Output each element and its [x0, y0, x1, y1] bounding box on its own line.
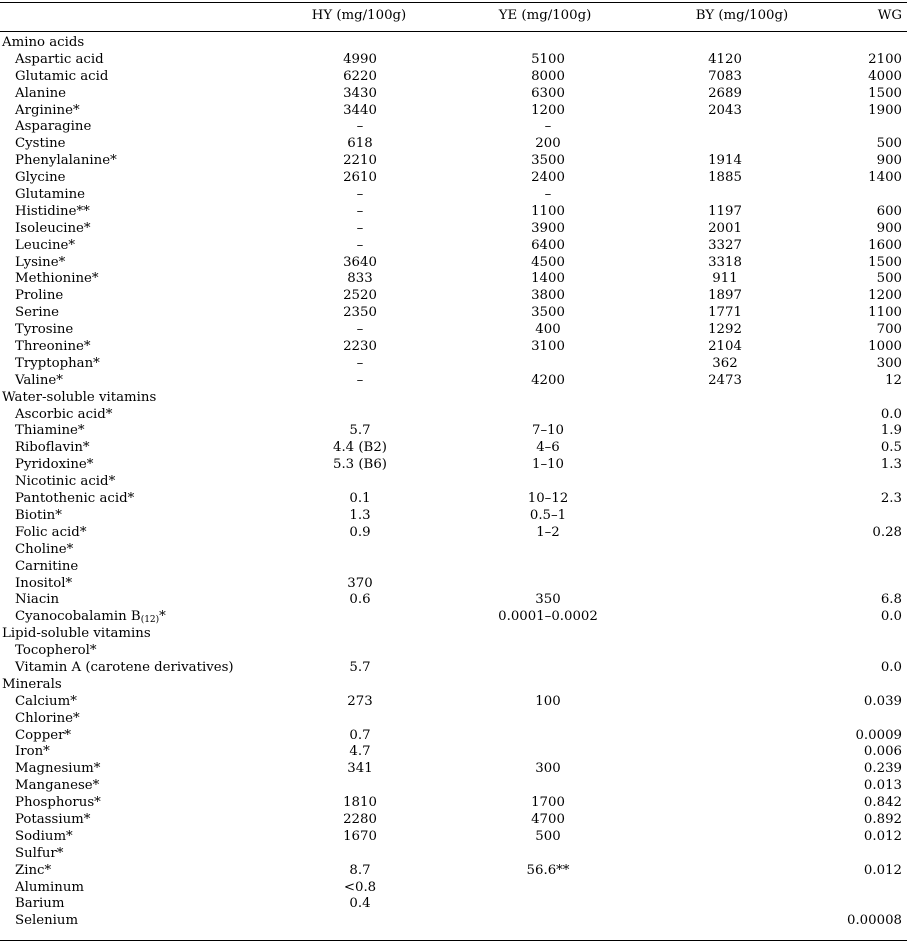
- cell-ye: 6300: [531, 85, 565, 101]
- table-row: [0, 846, 907, 863]
- table-row: [0, 339, 907, 356]
- cell-wg: 1200: [868, 288, 902, 304]
- cell-hy: –: [356, 187, 364, 203]
- row-label: Methionine*: [15, 271, 99, 287]
- row-label: Leucine*: [15, 237, 76, 253]
- table-row: [0, 187, 907, 204]
- table-row: [0, 170, 907, 187]
- cell-wg: 700: [876, 322, 902, 338]
- cell-hy: 370: [347, 575, 373, 591]
- header-rule: [0, 31, 907, 32]
- table-row: [0, 255, 907, 272]
- cell-wg: 1600: [868, 237, 902, 253]
- cell-ye: 500: [535, 828, 561, 844]
- cell-by: 3327: [708, 237, 742, 253]
- table-row: [0, 491, 907, 508]
- table-row: [0, 373, 907, 390]
- row-label: Nicotinic acid*: [15, 474, 116, 490]
- table-row: [0, 711, 907, 728]
- cell-hy: 4.4 (B2): [333, 440, 387, 456]
- cell-hy: 273: [347, 693, 373, 709]
- row-label: Manganese*: [15, 778, 100, 794]
- cell-ye: 0.5–1: [529, 507, 567, 523]
- cell-hy: 5.7: [349, 659, 371, 675]
- table-row: [0, 69, 907, 86]
- table-row: [0, 660, 907, 677]
- row-label: Thiamine*: [15, 423, 85, 439]
- cell-ye: 8000: [531, 68, 565, 84]
- cell-wg: 0.892: [863, 811, 902, 827]
- row-label: Glutamine: [15, 187, 86, 203]
- cell-hy: 1810: [343, 795, 377, 811]
- cell-ye: 1400: [531, 271, 565, 287]
- row-label: Aspartic acid: [15, 51, 104, 67]
- cell-wg: 0.012: [863, 828, 902, 844]
- section-header-row: [0, 626, 907, 643]
- cell-by: 3318: [708, 254, 742, 270]
- cell-ye: 100: [535, 693, 561, 709]
- row-label: Choline*: [15, 541, 74, 557]
- cell-ye: 3900: [531, 220, 565, 236]
- cell-ye: 1200: [531, 102, 565, 118]
- cell-ye: 5100: [531, 51, 565, 67]
- table-row: [0, 863, 907, 880]
- cell-hy: 618: [347, 136, 373, 152]
- row-label: Valine*: [15, 372, 63, 388]
- cell-ye: 3500: [531, 153, 565, 169]
- cell-wg: 0.842: [863, 795, 902, 811]
- section-title: Minerals: [2, 676, 62, 692]
- cell-ye: 3100: [531, 339, 565, 355]
- cell-wg: 1.3: [880, 457, 902, 473]
- cell-wg: 0.039: [863, 693, 902, 709]
- table-row: [0, 913, 907, 930]
- table-row: [0, 694, 907, 711]
- row-label: Tocopherol*: [15, 643, 97, 659]
- table-row: [0, 576, 907, 593]
- cell-ye: –: [544, 187, 552, 203]
- row-label: Iron*: [15, 744, 50, 760]
- table-row: [0, 119, 907, 136]
- cell-by: 2043: [708, 102, 742, 118]
- cell-wg: 0.0009: [855, 727, 902, 743]
- cell-wg: 0.006: [863, 744, 902, 760]
- cell-hy: 0.1: [349, 491, 371, 507]
- cell-hy: 2610: [343, 170, 377, 186]
- cell-ye: 3800: [531, 288, 565, 304]
- cell-ye: 4500: [531, 254, 565, 270]
- cell-hy: –: [356, 237, 364, 253]
- row-label: Lysine*: [15, 254, 66, 270]
- cell-ye: 2400: [531, 170, 565, 186]
- table-row: [0, 744, 907, 761]
- cell-ye: 6400: [531, 237, 565, 253]
- cell-wg: 600: [876, 203, 902, 219]
- cell-hy: 5.3 (B6): [333, 457, 387, 473]
- row-label: Tyrosine: [15, 322, 74, 338]
- section-header-row: [0, 390, 907, 407]
- row-label: Aluminum: [15, 879, 85, 895]
- table-row: [0, 643, 907, 660]
- table-row: [0, 103, 907, 120]
- cell-wg: 0.28: [872, 524, 902, 540]
- row-label: Chlorine*: [15, 710, 80, 726]
- cell-by: 2104: [708, 339, 742, 355]
- cell-hy: –: [356, 322, 364, 338]
- cell-hy: 341: [347, 761, 373, 777]
- cell-wg: 1500: [868, 85, 902, 101]
- cell-wg: 2.3: [880, 491, 902, 507]
- table-row: [0, 204, 907, 221]
- table-body: [0, 35, 907, 930]
- cell-ye: 3500: [531, 305, 565, 321]
- row-label: Vitamin A (carotene derivatives): [15, 659, 234, 675]
- table-row: [0, 407, 907, 424]
- row-label: Serine: [15, 305, 60, 321]
- cell-wg: 1400: [868, 170, 902, 186]
- table-row: [0, 52, 907, 69]
- row-label: Pantothenic acid*: [15, 491, 135, 507]
- cell-wg: 300: [876, 355, 902, 371]
- cell-wg: 1.9: [880, 423, 902, 439]
- cell-by: 1292: [708, 322, 742, 338]
- cell-wg: 1100: [868, 305, 902, 321]
- header-ye: YE (mg/100g): [498, 8, 592, 23]
- cell-wg: 2100: [868, 51, 902, 67]
- cell-hy: 8.7: [349, 862, 371, 878]
- cell-hy: 3430: [343, 85, 377, 101]
- section-header-row: [0, 35, 907, 52]
- row-label: Isoleucine*: [15, 220, 91, 236]
- row-label: Zinc*: [15, 862, 52, 878]
- row-label: Sodium*: [15, 828, 73, 844]
- table-row: [0, 592, 907, 609]
- cell-ye: 7–10: [531, 423, 565, 439]
- row-label: Cystine: [15, 136, 66, 152]
- table-row: [0, 829, 907, 846]
- table-row: [0, 153, 907, 170]
- row-label: Glycine: [15, 170, 66, 186]
- cell-hy: 5.7: [349, 423, 371, 439]
- row-label: Ascorbic acid*: [15, 406, 113, 422]
- section-title: Amino acids: [2, 35, 85, 50]
- row-label: Barium: [15, 896, 65, 912]
- table-row: [0, 238, 907, 255]
- cell-by: 7083: [708, 68, 742, 84]
- row-label: Inositol*: [15, 575, 73, 591]
- cell-hy: 2280: [343, 811, 377, 827]
- cell-ye: 4700: [531, 811, 565, 827]
- cell-by: 2473: [708, 372, 742, 388]
- header-by: BY (mg/100g): [695, 8, 789, 23]
- table-row: [0, 542, 907, 559]
- cell-wg: 12: [885, 372, 902, 388]
- cell-hy: 1.3: [349, 507, 371, 523]
- cell-ye: 350: [535, 592, 561, 608]
- cell-by: 1914: [708, 153, 742, 169]
- cell-wg: 0.239: [863, 761, 902, 777]
- cell-hy: 0.7: [349, 727, 371, 743]
- table-row: [0, 86, 907, 103]
- cell-ye: 0.0001–0.0002: [498, 609, 598, 625]
- cell-by: 2001: [708, 220, 742, 236]
- section-header-row: [0, 677, 907, 694]
- table-row: [0, 896, 907, 913]
- row-label: Threonine*: [15, 339, 91, 355]
- table-row: [0, 322, 907, 339]
- table-row: [0, 423, 907, 440]
- cell-ye: 300: [535, 761, 561, 777]
- table-row: [0, 457, 907, 474]
- cell-hy: <0.8: [343, 879, 377, 895]
- cell-wg: 500: [876, 136, 902, 152]
- header-hy: HY (mg/100g): [311, 8, 407, 23]
- cell-wg: 900: [876, 153, 902, 169]
- cell-hy: –: [356, 220, 364, 236]
- cell-by: 911: [712, 271, 738, 287]
- cell-hy: 2210: [343, 153, 377, 169]
- section-title: Lipid-soluble vitamins: [2, 626, 151, 642]
- cell-hy: 2520: [343, 288, 377, 304]
- row-label: Proline: [15, 288, 64, 304]
- cell-hy: –: [356, 119, 364, 135]
- row-label: Niacin: [15, 592, 60, 608]
- cell-by: 1771: [708, 305, 742, 321]
- cell-ye: 200: [535, 136, 561, 152]
- row-label: Copper*: [15, 727, 72, 743]
- row-label: Tryptophan*: [15, 355, 100, 371]
- table-row: [0, 812, 907, 829]
- table-row: [0, 559, 907, 576]
- cell-wg: 0.012: [863, 862, 902, 878]
- cell-wg: 0.0: [880, 609, 902, 625]
- cell-by: 362: [712, 355, 738, 371]
- cell-hy: –: [356, 355, 364, 371]
- cell-ye: 4–6: [536, 440, 560, 456]
- row-label: Pyridoxine*: [15, 457, 94, 473]
- cell-by: 1897: [708, 288, 742, 304]
- cell-ye: 1–2: [536, 524, 560, 540]
- header-wg: WG: [877, 8, 902, 23]
- cell-hy: 2230: [343, 339, 377, 355]
- cell-wg: 0.013: [863, 778, 902, 794]
- section-title: Water-soluble vitamins: [2, 389, 157, 405]
- cell-wg: 0.00008: [847, 913, 902, 929]
- cell-wg: 1900: [868, 102, 902, 118]
- cell-by: 1885: [708, 170, 742, 186]
- cell-ye: 1700: [531, 795, 565, 811]
- cell-hy: 0.6: [349, 592, 371, 608]
- row-label: Phenylalanine*: [15, 153, 117, 169]
- cell-hy: 3440: [343, 102, 377, 118]
- cell-hy: –: [356, 203, 364, 219]
- table-row: [0, 795, 907, 812]
- row-label: Potassium*: [15, 811, 91, 827]
- cell-wg: 0.0: [880, 659, 902, 675]
- cell-by: 2689: [708, 85, 742, 101]
- row-label: Sulfur*: [15, 845, 64, 861]
- cell-ye: 56.6**: [526, 862, 570, 878]
- cell-hy: 4.7: [349, 744, 371, 760]
- table-row: [0, 880, 907, 897]
- row-label: Phosphorus*: [15, 795, 101, 811]
- cell-by: 4120: [708, 51, 742, 67]
- cell-by: 1197: [708, 203, 742, 219]
- table-row: [0, 356, 907, 373]
- cell-hy: 2350: [343, 305, 377, 321]
- table-row: [0, 761, 907, 778]
- row-label: Carnitine: [15, 558, 79, 574]
- row-label: Alanine: [15, 85, 67, 101]
- table-row: [0, 525, 907, 542]
- table-row: [0, 474, 907, 491]
- cell-wg: 6.8: [880, 592, 902, 608]
- table-header-row: [0, 0, 907, 31]
- table-row: [0, 271, 907, 288]
- row-label: Folic acid*: [15, 524, 87, 540]
- row-label: Magnesium*: [15, 761, 101, 777]
- row-label: Riboflavin*: [15, 440, 90, 456]
- table-row: [0, 305, 907, 322]
- cell-hy: 0.4: [349, 896, 371, 912]
- cell-hy: 3640: [343, 254, 377, 270]
- cell-wg: 500: [876, 271, 902, 287]
- table-row: [0, 221, 907, 238]
- cell-wg: 4000: [868, 68, 902, 84]
- table-row: [0, 136, 907, 153]
- cell-ye: 4200: [531, 372, 565, 388]
- cell-hy: –: [356, 372, 364, 388]
- row-label: Arginine*: [15, 102, 80, 118]
- cell-ye: 10–12: [527, 491, 569, 507]
- row-label: Selenium: [15, 913, 79, 929]
- cell-ye: –: [544, 119, 552, 135]
- cell-ye: 1–10: [531, 457, 565, 473]
- cell-wg: 900: [876, 220, 902, 236]
- cell-wg: 0.0: [880, 406, 902, 422]
- row-label: Biotin*: [15, 507, 62, 523]
- cell-wg: 0.5: [880, 440, 902, 456]
- row-label: Calcium*: [15, 693, 77, 709]
- row-label: Asparagine: [15, 119, 92, 135]
- table-row: [0, 778, 907, 795]
- cell-hy: 1670: [343, 828, 377, 844]
- cell-ye: 400: [535, 322, 561, 338]
- cell-wg: 1500: [868, 254, 902, 270]
- cell-hy: 4990: [343, 51, 377, 67]
- cell-hy: 833: [347, 271, 373, 287]
- table-row: [0, 508, 907, 525]
- row-label: Cyanocobalamin $B_{(12)}*$: [15, 609, 166, 626]
- table-row: [0, 288, 907, 305]
- table-row: [0, 440, 907, 457]
- cell-wg: 1000: [868, 339, 902, 355]
- cell-ye: 1100: [531, 203, 565, 219]
- table-row: [0, 728, 907, 745]
- row-label: Histidine**: [15, 203, 90, 219]
- cell-hy: 0.9: [349, 524, 371, 540]
- row-label: Glutamic acid: [15, 68, 109, 84]
- table-row: [0, 609, 907, 626]
- table-bottom-rule: [0, 940, 907, 941]
- cell-hy: 6220: [343, 68, 377, 84]
